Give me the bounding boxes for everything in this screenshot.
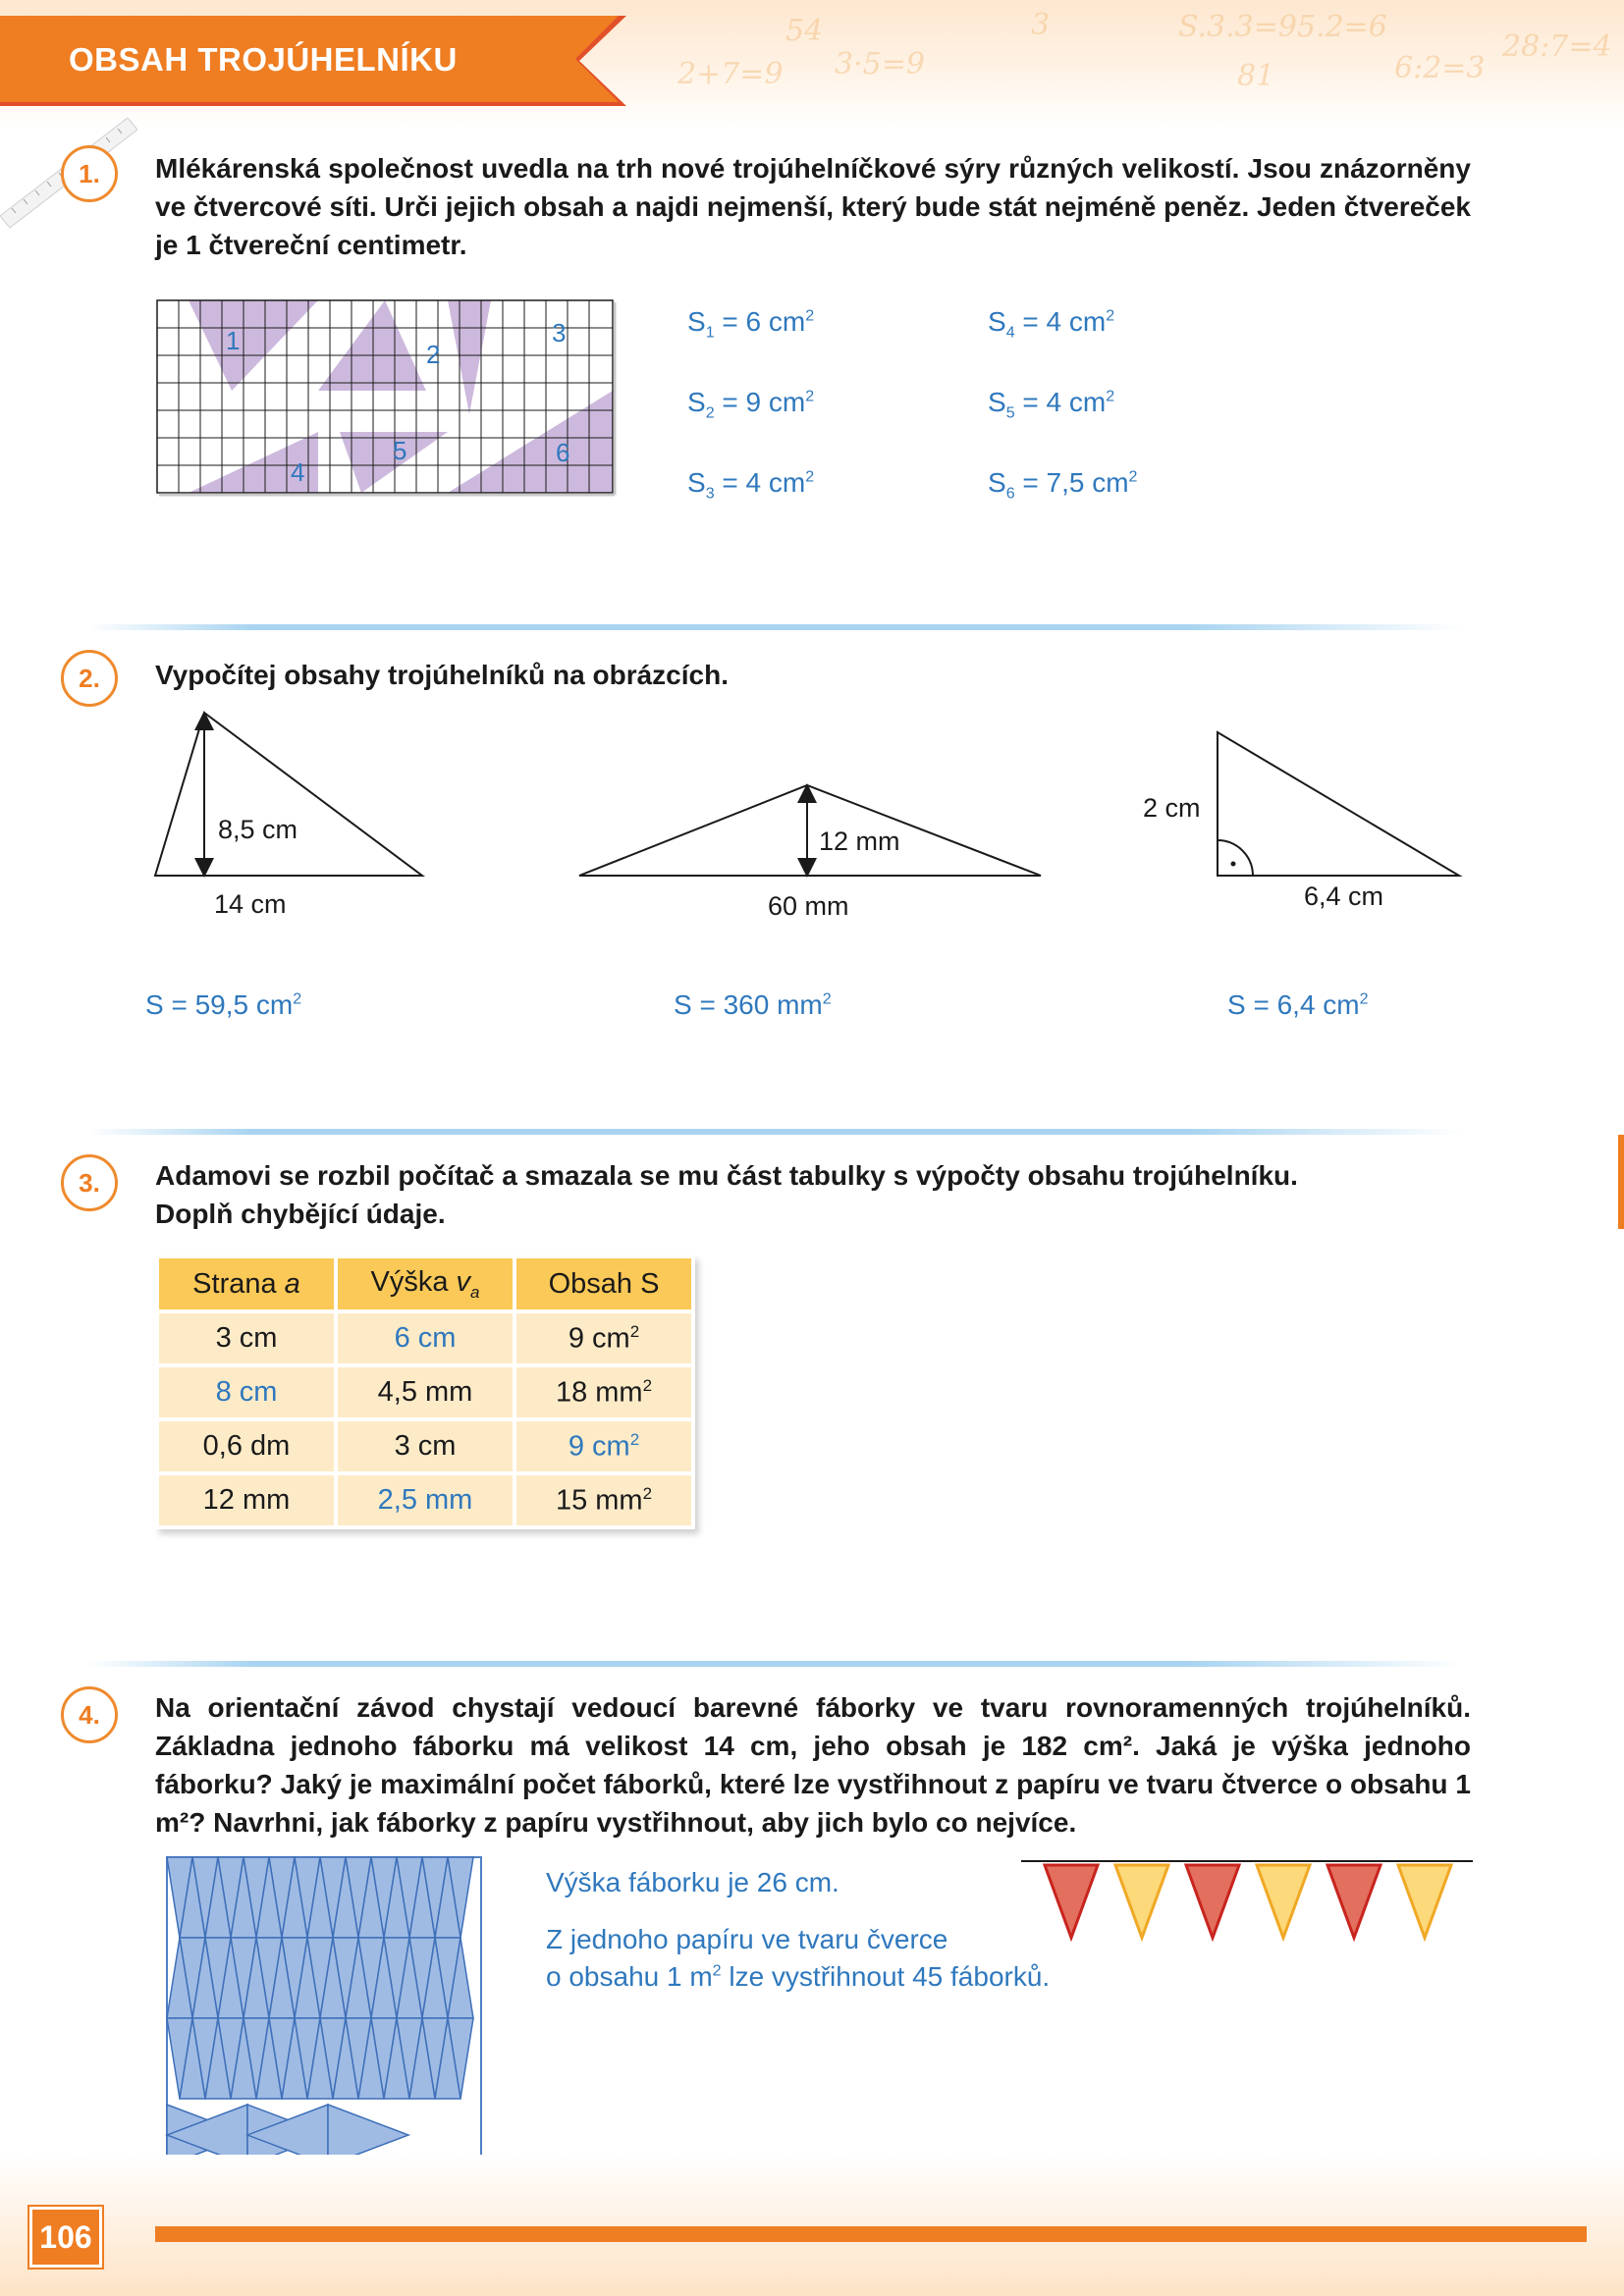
cell-height-va: 2,5 mm: [338, 1475, 513, 1525]
triangle-2-answer: S = 360 $mm^2$: [674, 989, 832, 1020]
flag-red: [1045, 1865, 1098, 1938]
triangle-2-base-label: 60 mm: [768, 891, 849, 921]
grid-label-4: 4: [291, 457, 305, 487]
cell-height-va: 3 cm: [338, 1421, 513, 1471]
edge-tab: [1618, 1135, 1624, 1229]
header-area-s: Obsah S: [516, 1258, 691, 1309]
cell-area-s: 9 $cm^2$: [516, 1313, 691, 1363]
flag-red: [1327, 1865, 1380, 1938]
answer-s4: $S_4 = 4$ $cm^2$: [988, 306, 1115, 342]
triangle-2-height-label: 12 mm: [819, 827, 900, 856]
answer-s6: $S_6 = 7,5$ $cm^2$: [988, 467, 1138, 503]
task-4-answer-height: Výška fáborku je 26 cm.: [546, 1867, 839, 1897]
task-4-text: Na orientační závod chystají vedoucí barevné fáborky ve tvaru rovnoramenných trojúhelníků. Základna jednoho fáborku má velikost 14 cm, jeho obsah je 182 cm². Jaká je výška jednoho fáborku? Jaký je maximální počet fáborků, které lze vystřihnout z papíru ve tvaru čtverce o obsahu 1 m²? Navrhni, jak fáborky z papíru vystřihnout, aby jich bylo co nejvíce.: [155, 1692, 1471, 1838]
flag-yellow: [1115, 1865, 1168, 1938]
cell-area-s: 15 $mm^2$: [516, 1475, 691, 1525]
flag-yellow: [1398, 1865, 1451, 1938]
cell-height-va: 6 cm: [338, 1313, 513, 1363]
task-2-text: Vypočítej obsahy trojúhelníků na obrázcích.: [155, 660, 729, 690]
triangle-1-height-label: 8,5 cm: [218, 815, 298, 844]
triangle-3-base-label: 6,4 cm: [1304, 881, 1384, 911]
grid-label-5: 5: [393, 436, 407, 465]
cell-height-va: 4,5 mm: [338, 1367, 513, 1417]
triangle-1-base-label: 14 cm: [214, 889, 287, 919]
task-3-number: 3.: [61, 1154, 118, 1211]
grid-label-3: 3: [552, 318, 567, 347]
grid-label-6: 6: [556, 438, 570, 467]
page-title: OBSAH TROJÚHELNÍKU: [69, 41, 458, 78]
bunting-flags: [1021, 1857, 1473, 1955]
grid-label-2: 2: [426, 340, 441, 369]
answer-s1: $S_1 = 6$ $cm^2$: [687, 306, 815, 342]
task-2-triangles: [147, 707, 1483, 885]
task-4-answer-count-line1: Z jednoho papíru ve tvaru čverce: [546, 1924, 948, 1954]
flag-red: [1186, 1865, 1239, 1938]
table-row: [159, 1367, 691, 1417]
table-row: [159, 1475, 691, 1525]
grid-label-1: 1: [226, 326, 241, 355]
task-1-number: 1.: [61, 145, 118, 202]
header-side-a: Strana a: [159, 1258, 334, 1309]
table-row: [159, 1421, 691, 1471]
triangle-2: [579, 785, 1041, 876]
cell-area-s: 18 $mm^2$: [516, 1367, 691, 1417]
footer-bar: [155, 2226, 1587, 2242]
section-separator: [88, 1661, 1463, 1667]
footer-background: [0, 2155, 1624, 2296]
cell-side-a: 3 cm: [159, 1313, 334, 1363]
section-separator: [88, 1129, 1463, 1135]
table-header-row: [159, 1258, 691, 1309]
header-math-doodles: 3·5=9 S.3.3=95.2=6 6:2=3 28:7=4 2+7=9 54 81 3: [677, 8, 1612, 93]
task-1-grid: [153, 296, 621, 497]
page-number: 106: [29, 2207, 102, 2268]
cell-side-a: 8 cm: [159, 1367, 334, 1417]
task-1-text: Mlékárenská společnost uvedla na trh nové trojúhelníčkové sýry různých velikostí. Jsou znázorněny ve čtvercové síti. Urči jejich obsah a najdi nejmenší, který bude stát nejméně peněz. Jeden čtvereček je 1 čtvereční centimetr.: [155, 153, 1471, 260]
table-row: [159, 1313, 691, 1363]
section-separator: [88, 624, 1463, 630]
triangle-1-answer: S = 59,5 $cm^2$: [145, 989, 302, 1020]
answer-s3: $S_3 = 4$ $cm^2$: [687, 467, 815, 503]
header-height-va: Výška $v_a$: [338, 1258, 513, 1309]
flag-cutting-layout: [165, 1855, 483, 2175]
task-2-number: 2.: [61, 650, 118, 707]
task-3-text: Adamovi se rozbil počítač a smazala se mu část tabulky s výpočty obsahu trojúhelníku. Doplň chybějící údaje.: [155, 1160, 1298, 1229]
task-4-number: 4.: [61, 1686, 118, 1743]
answer-s5: $S_5 = 4$ $cm^2$: [988, 387, 1115, 422]
triangle-1: [155, 713, 422, 876]
triangle-3-answer: S = 6,4 $cm^2$: [1227, 989, 1369, 1020]
cell-side-a: 0,6 dm: [159, 1421, 334, 1471]
cell-side-a: 12 mm: [159, 1475, 334, 1525]
triangle-3: [1218, 732, 1459, 876]
triangle-3-height-label: 2 cm: [1143, 793, 1201, 823]
task-4-answer-count-line2: o obsahu 1 $m^2$ lze vystřihnout 45 fáborků.: [546, 1961, 1051, 1992]
flag-yellow: [1257, 1865, 1310, 1938]
answer-s2: $S_2 = 9$ $cm^2$: [687, 387, 815, 422]
cell-area-s: 9 $cm^2$: [516, 1421, 691, 1471]
task-3-table: [155, 1255, 695, 1529]
